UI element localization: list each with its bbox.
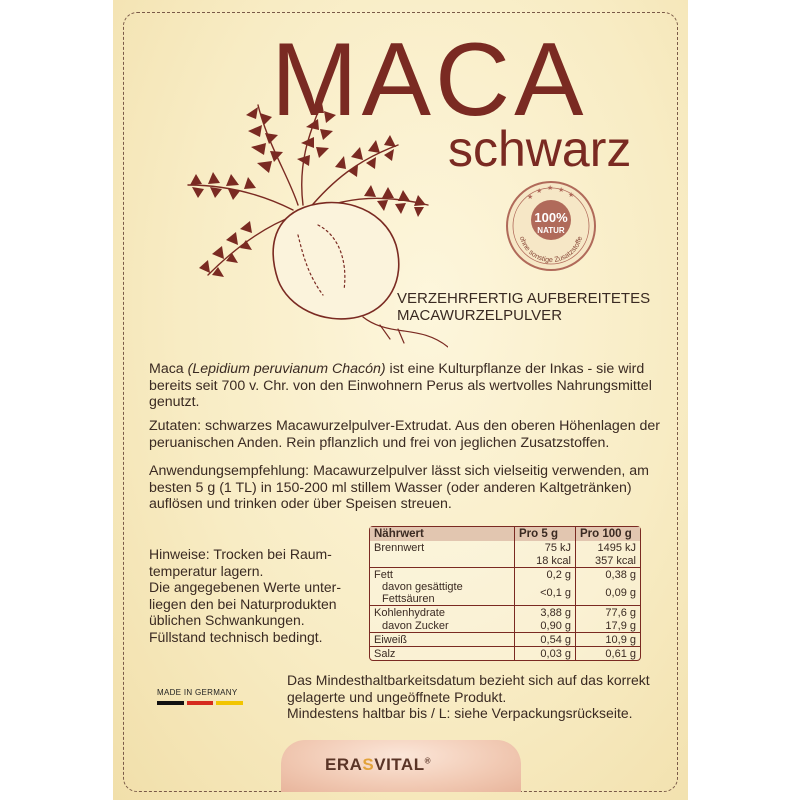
mhd-line: Mindestens haltbar bis / L: siehe Verpackungsrückseite. — [287, 705, 633, 721]
nutrient-name: Salz — [370, 647, 515, 661]
table-row — [370, 647, 640, 661]
svg-text:★: ★ — [568, 192, 575, 199]
notes-line: Die angegebenen Werte unter- — [149, 579, 341, 595]
flag-stripe-gold — [216, 701, 243, 705]
brand-part-1: ERA — [325, 755, 363, 774]
nutrition-table — [369, 526, 641, 661]
brand-part-3: VITAL — [374, 755, 425, 774]
description-paragraph — [149, 361, 679, 411]
notes-line: Füllstand technisch bedingt. — [149, 628, 323, 645]
nutrient-name: Fett — [370, 568, 515, 582]
brand-logo — [325, 755, 431, 775]
mhd-line: Das Mindesthaltbarkeitsdatum bezieht sich auf das korrekt — [287, 672, 650, 688]
nutrition-header-5g: Pro 5 g — [515, 527, 576, 541]
usage-paragraph: Anwendungsempfehlung: Macawurzelpulver lässt sich vielseitig verwenden, am besten 5 g (1 TL) in 150-200 ml stillem Wasser (oder anderen Kaltgetränken) auflösen und trinken oder über Speisen streuen. — [149, 463, 649, 512]
table-row — [370, 581, 640, 606]
nutrient-value-100g: 1495 kJ — [597, 541, 636, 554]
svg-text:★: ★ — [536, 188, 543, 195]
product-headline — [397, 290, 650, 324]
nutrient-name: davon Zucker — [370, 619, 515, 633]
nutrition-header-name: Nährwert — [370, 527, 515, 541]
seal-ring-text: ohne sonstige Zusatzstoffe — [517, 235, 585, 265]
flag-stripe-black — [157, 701, 184, 705]
nutrient-value-100g: 17,9 g — [605, 619, 636, 632]
brand-part-2: S — [362, 755, 375, 774]
notes-line: liegen den bei Naturprodukten — [149, 595, 337, 612]
nutrient-value-5g: 0,03 g — [515, 647, 576, 661]
nutrition-header-row — [370, 527, 640, 541]
nutrient-name: Eiweiß — [370, 633, 515, 647]
table-row — [370, 633, 640, 647]
german-flag-icon — [157, 701, 243, 705]
product-subtitle: schwarz — [448, 121, 632, 177]
nutrient-value-5g: 3,88 g — [515, 606, 576, 620]
nutrient-name: davon gesättigte Fettsäuren — [370, 581, 515, 606]
svg-text:★: ★ — [558, 187, 565, 194]
table-row — [370, 619, 640, 633]
nutrient-name: Kohlenhydrate — [370, 606, 515, 620]
nutrient-name: Brennwert — [370, 541, 515, 554]
svg-text:★: ★ — [527, 194, 534, 201]
svg-text:★: ★ — [547, 185, 554, 192]
made-in-germany-label: MADE IN GERMANY — [157, 688, 238, 697]
nutrient-value-100g: 0,09 g — [605, 587, 636, 599]
headline-line-1: VERZEHRFERTIG AUFBEREITETES — [397, 290, 651, 307]
nutrient-name — [370, 554, 515, 568]
seal-sub: NATUR — [537, 226, 565, 235]
notes-line: Hinweise: Trocken bei Raum- — [149, 546, 332, 562]
natural-seal-icon — [505, 180, 597, 272]
table-row — [370, 541, 640, 554]
notes-line: üblichen Schwankungen. — [149, 612, 305, 628]
nutrient-value-100g: 0,61 g — [576, 647, 641, 661]
description-suffix: ist eine Kulturpflanze der Inkas - sie wird bereits seit 700 v. Chr. von den Einwohnern Perus als wertvolles Nahrungsmittel genutzt. — [149, 361, 652, 410]
nutrient-value-100g: 10,9 g — [576, 633, 641, 647]
mhd-line: gelagerte und ungeöffnete Produkt. — [287, 688, 507, 705]
table-row — [370, 568, 640, 582]
product-title: MACA — [271, 22, 588, 138]
brand-registered-mark: ® — [424, 756, 432, 766]
nutrient-value-5g: 75 kJ — [515, 541, 576, 554]
nutrient-value-100g: 357 kcal — [595, 554, 636, 567]
best-before-note — [287, 672, 667, 722]
nutrient-value-5g: 18 kcal — [515, 554, 576, 568]
nutrient-value-100g: 77,6 g — [576, 606, 641, 620]
description-latin: (Lepidium peruvianum Chacón) — [187, 361, 386, 377]
nutrient-value-5g: 0,54 g — [515, 633, 576, 647]
seal-main: 100% — [534, 210, 568, 225]
ingredients-paragraph: Zutaten: schwarzes Macawurzelpulver-Extrudat. Aus den oberen Höhenlagen der peruanischen Anden. Rein pflanzlich und frei von jeglichen Zusatzstoffen. — [149, 418, 661, 451]
flag-stripe-red — [187, 701, 214, 705]
nutrition-header-100g: Pro 100 g — [576, 527, 641, 541]
nutrient-value-5g: <0,1 g — [515, 581, 576, 606]
headline-line-2: MACAWURZELPULVER — [397, 307, 563, 324]
description-prefix: Maca — [149, 361, 188, 377]
product-label — [113, 0, 688, 800]
storage-notes — [149, 546, 349, 645]
nutrient-value-100g: 0,38 g — [576, 568, 641, 582]
nutrient-value-5g: 0,90 g — [515, 619, 576, 633]
nutrient-value-5g: 0,2 g — [515, 568, 576, 582]
notes-line: temperatur lagern. — [149, 562, 264, 579]
table-row — [370, 554, 640, 568]
table-row — [370, 606, 640, 620]
